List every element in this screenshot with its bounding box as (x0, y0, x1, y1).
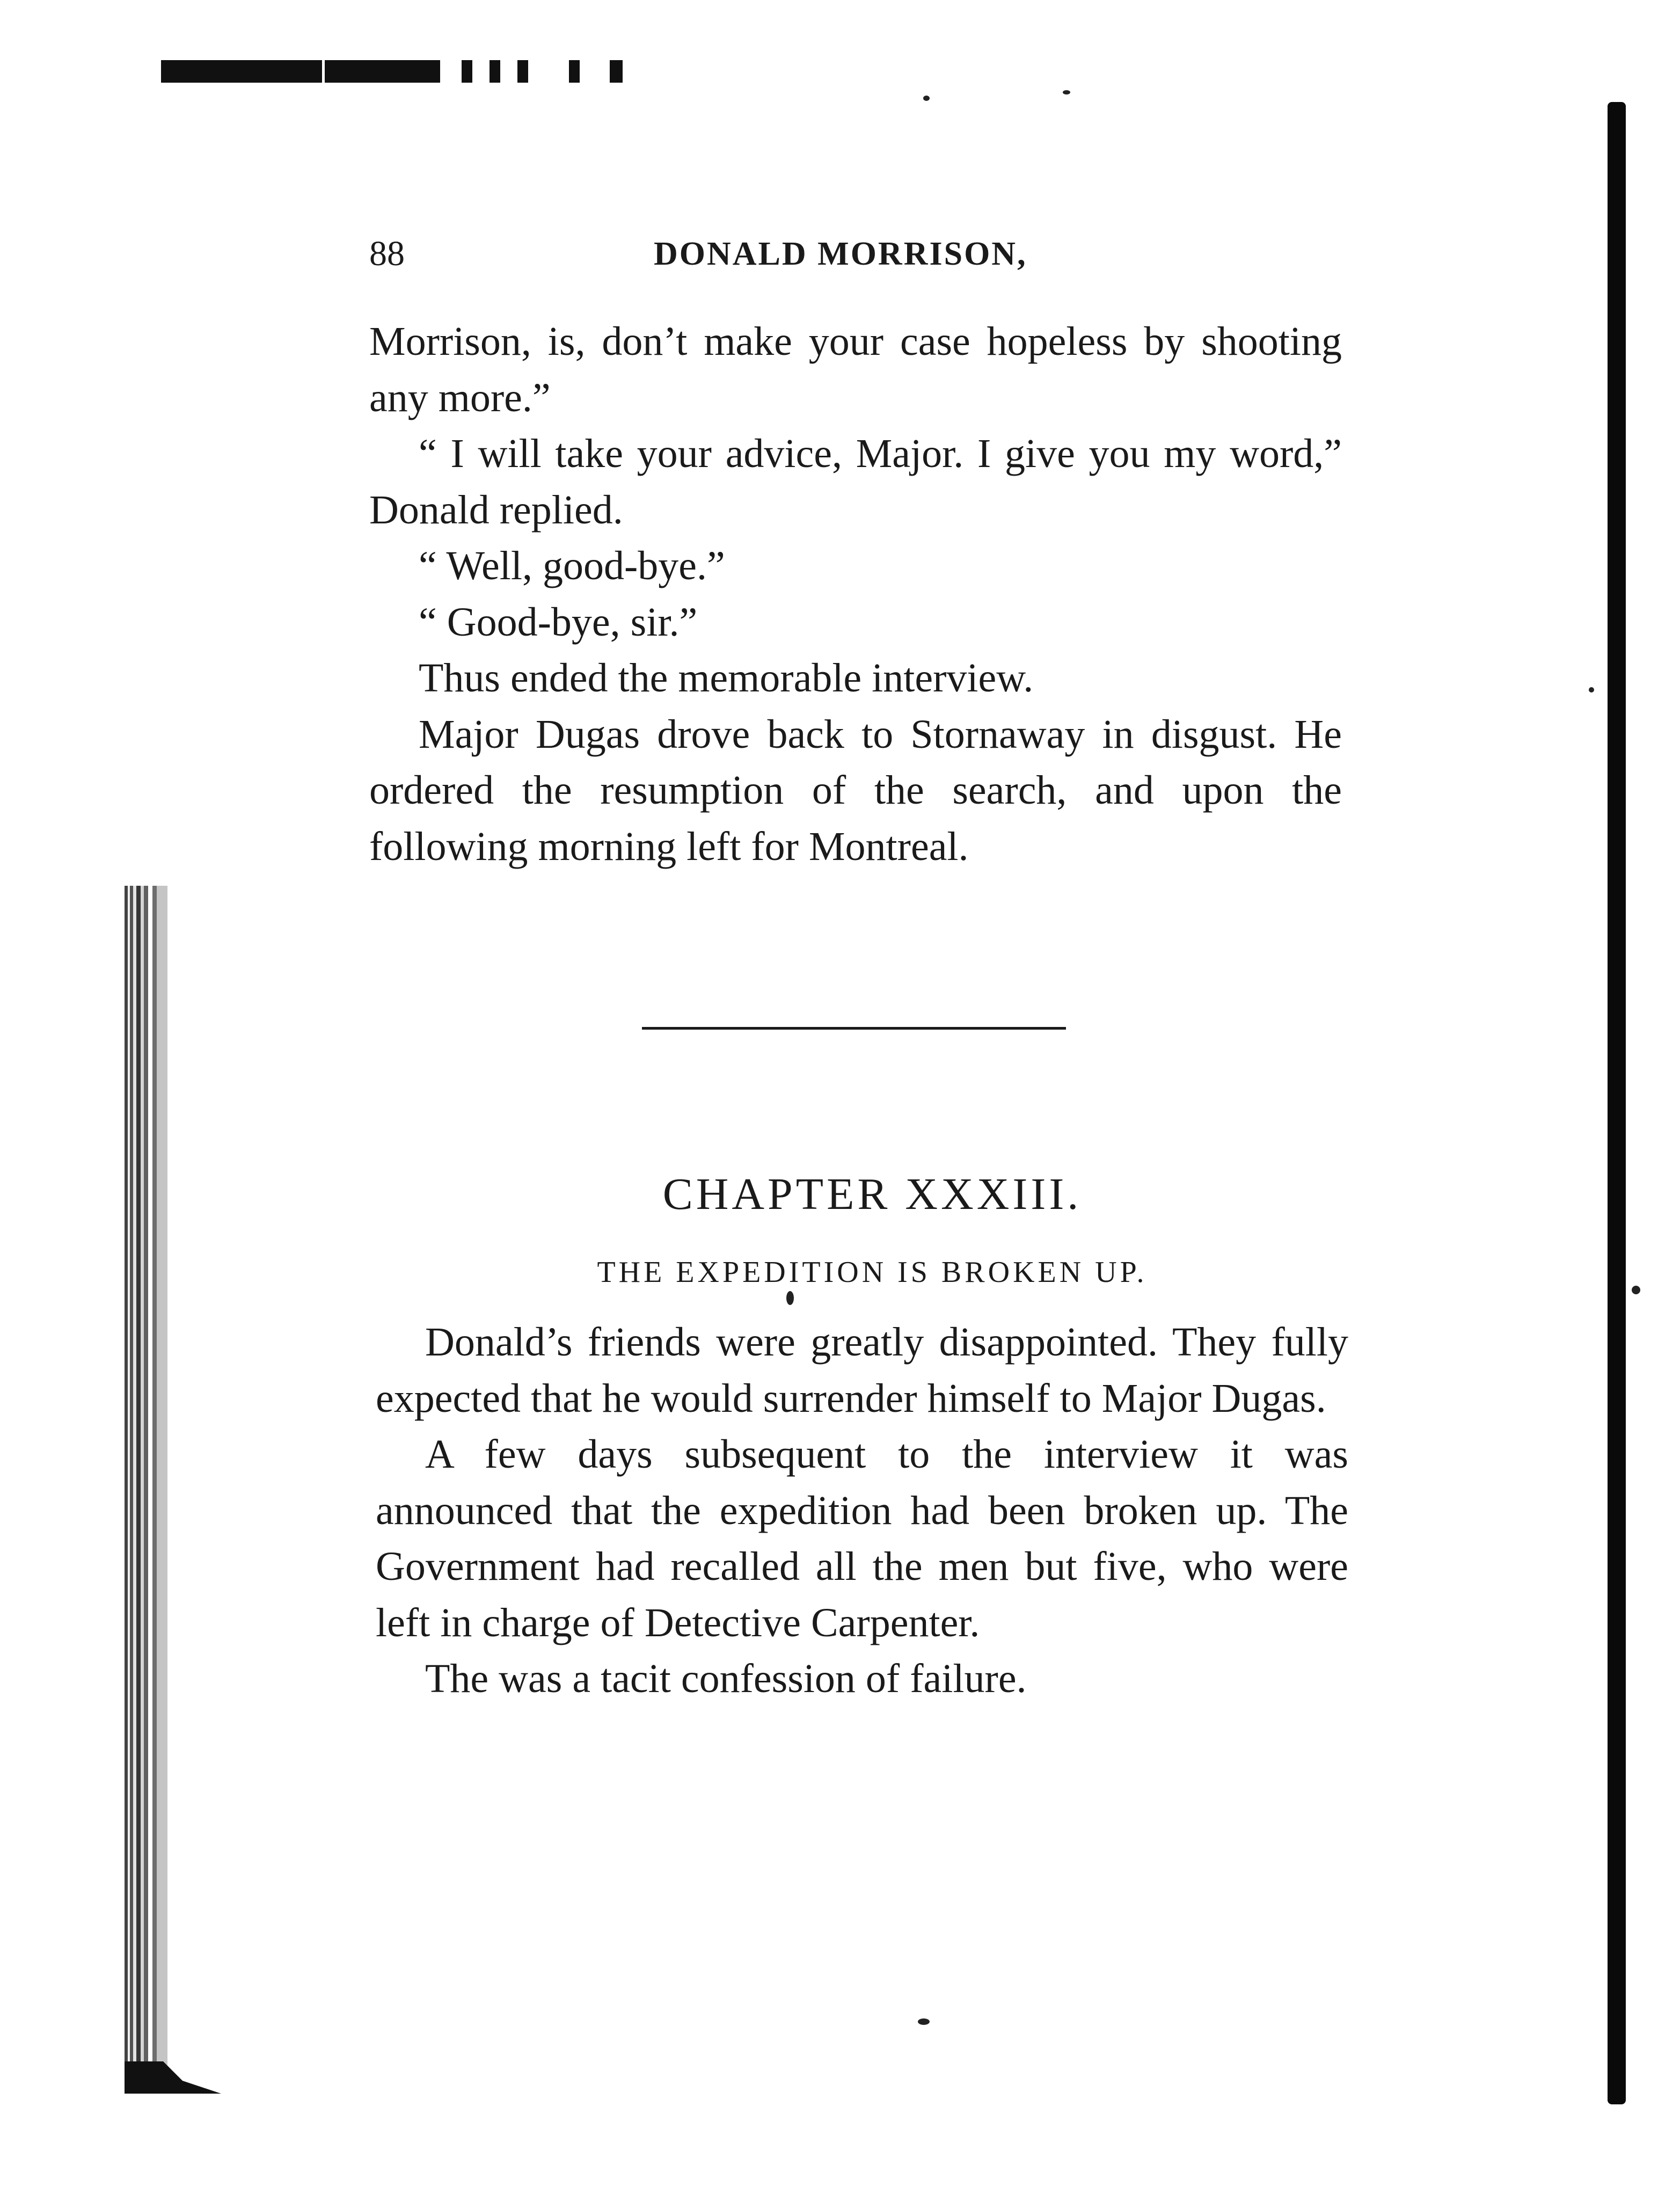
running-title: DONALD MORRISON, (654, 236, 1027, 272)
text-block-chapter (376, 1314, 1348, 1707)
page-number: 88 (369, 234, 405, 273)
paragraph: “ Well, good-bye.” (419, 543, 725, 588)
paragraph: A few days subsequent to the interview it was announced that the expedition had been broken up. The Government had recalled all the men but five, who were left in charge of Detective Carpenter. (376, 1432, 1348, 1645)
scan-artifact-left-edge (125, 886, 167, 2094)
paragraph: “ Good-bye, sir.” (419, 599, 698, 645)
paragraph: “ I will take your advice, Major. I give you my word,” Donald replied. (369, 431, 1342, 533)
chapter-title: CHAPTER XXXIII. (662, 1169, 1082, 1219)
paragraph: Donald’s friends were greatly disappointed. They fully expected that he would surrender himself to Major Dugas. (376, 1320, 1348, 1421)
scan-speck (1063, 90, 1070, 94)
running-head (369, 230, 1335, 278)
paragraph: Thus ended the memorable interview. (419, 655, 1034, 701)
scan-speck (923, 96, 930, 101)
scan-artifact-left-bottom (125, 2061, 221, 2094)
scan-artifact-top (161, 60, 623, 83)
scan-speck (918, 2018, 930, 2025)
chapter-subtitle: THE EXPEDITION IS BROKEN UP. (597, 1256, 1148, 1289)
paragraph: Major Dugas drove back to Stornaway in disgust. He ordered the resumption of the search, and upon the following morning left for Montreal. (369, 711, 1342, 869)
paragraph: The was a tacit confession of failure. (425, 1656, 1027, 1701)
scan-speck (1589, 687, 1594, 693)
section-divider (642, 1027, 1066, 1030)
paragraph: Morrison, is, don’t make your case hopeless by shooting any more.” (369, 319, 1342, 420)
scan-artifact-right-edge (1608, 102, 1626, 2104)
text-block-continued (369, 314, 1342, 874)
